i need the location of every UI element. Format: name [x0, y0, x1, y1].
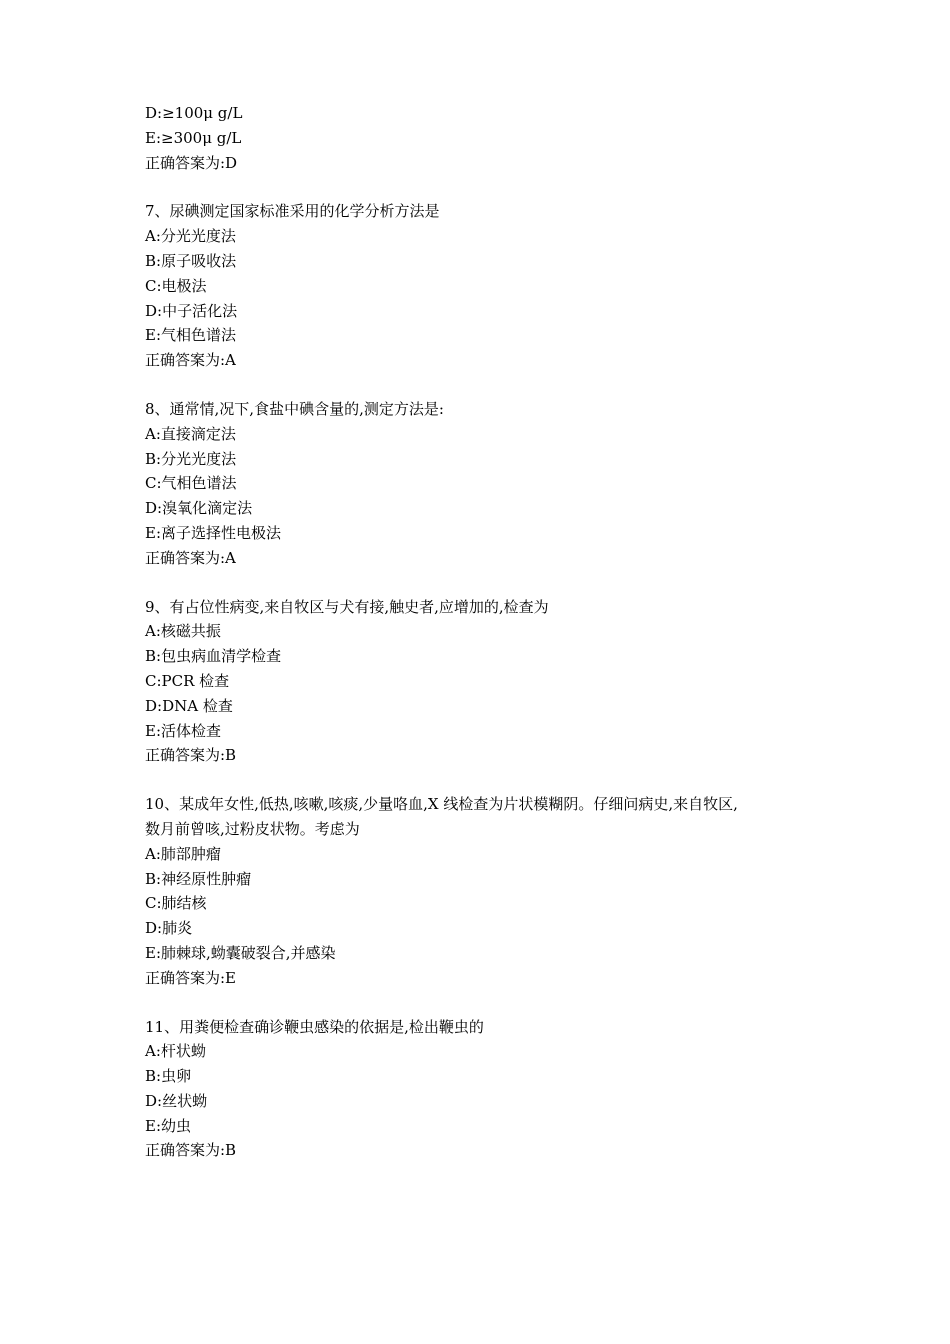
option-line: D:肺炎: [145, 919, 193, 938]
answer-line: 正确答案为:A: [145, 548, 236, 567]
option-line: B:原子吸收法: [145, 251, 237, 270]
option-line: B:分光光度法: [145, 449, 237, 468]
option-line: A:分光光度法: [145, 227, 236, 246]
question-11: [145, 1015, 825, 1164]
option-line: C:肺结核: [145, 894, 207, 913]
option-line: E:≥300μ g/L: [145, 128, 242, 147]
carryover-block: [145, 101, 825, 175]
option-line: B:包虫病血清学检查: [145, 647, 282, 666]
question-stem: 8、通常情,况下,食盐中碘含量的,测定方法是:: [145, 399, 444, 418]
option-line: C:气相色谱法: [145, 474, 237, 493]
spacer: [145, 175, 825, 199]
option-line: E:气相色谱法: [145, 326, 237, 345]
answer-line: 正确答案为:A: [145, 351, 236, 370]
question-list: [145, 101, 825, 1163]
question-8: [145, 397, 825, 571]
option-line: D:中子活化法: [145, 301, 238, 320]
option-line: A:杆状蚴: [145, 1042, 206, 1061]
answer-line: 正确答案为:D: [145, 153, 238, 172]
option-line: E:活体检查: [145, 721, 222, 740]
question-stem: 11、用粪便检查确诊鞭虫感染的依据是,检出鞭虫的: [145, 1017, 484, 1036]
spacer: [145, 991, 825, 1015]
answer-line: 正确答案为:B: [145, 746, 237, 765]
question-10: [145, 792, 825, 990]
question-stem: 7、尿碘测定国家标准采用的化学分析方法是: [145, 202, 440, 221]
option-line: D:≥100μ g/L: [145, 104, 243, 122]
answer-line: 正确答案为:B: [145, 1141, 237, 1160]
spacer: [145, 571, 825, 595]
option-line: E:幼虫: [145, 1116, 192, 1135]
option-line: A:肺部肿瘤: [145, 844, 221, 863]
option-line: A:直接滴定法: [145, 424, 236, 443]
option-line: D:溴氧化滴定法: [145, 499, 253, 518]
question-7: [145, 199, 825, 373]
option-line: D:丝状蚴: [145, 1091, 208, 1110]
answer-line: 正确答案为:E: [145, 968, 237, 987]
option-line: C:PCR 检查: [145, 671, 230, 690]
option-line: B:虫卵: [145, 1067, 192, 1086]
spacer: [145, 373, 825, 397]
question-stem: 9、有占位性病变,来自牧区与犬有接,触史者,应增加的,检查为: [145, 597, 549, 616]
option-line: A:核磁共振: [145, 622, 221, 641]
option-line: C:电极法: [145, 276, 207, 295]
option-line: B:神经原性肿瘤: [145, 869, 252, 888]
option-line: E:肺棘球,蚴囊破裂合,并感染: [145, 943, 336, 962]
question-stem: 10、某成年女性,低热,咳嗽,咳痰,少量咯血,X 线检查为片状模糊阴。仔细问病史,来自牧区,: [145, 795, 738, 814]
option-line: D:DNA 检查: [145, 696, 233, 715]
spacer: [145, 768, 825, 792]
question-9: [145, 595, 825, 769]
question-stem: 数月前曾咳,过粉皮状物。考虑为: [145, 819, 360, 838]
option-line: E:离子选择性电极法: [145, 523, 282, 542]
